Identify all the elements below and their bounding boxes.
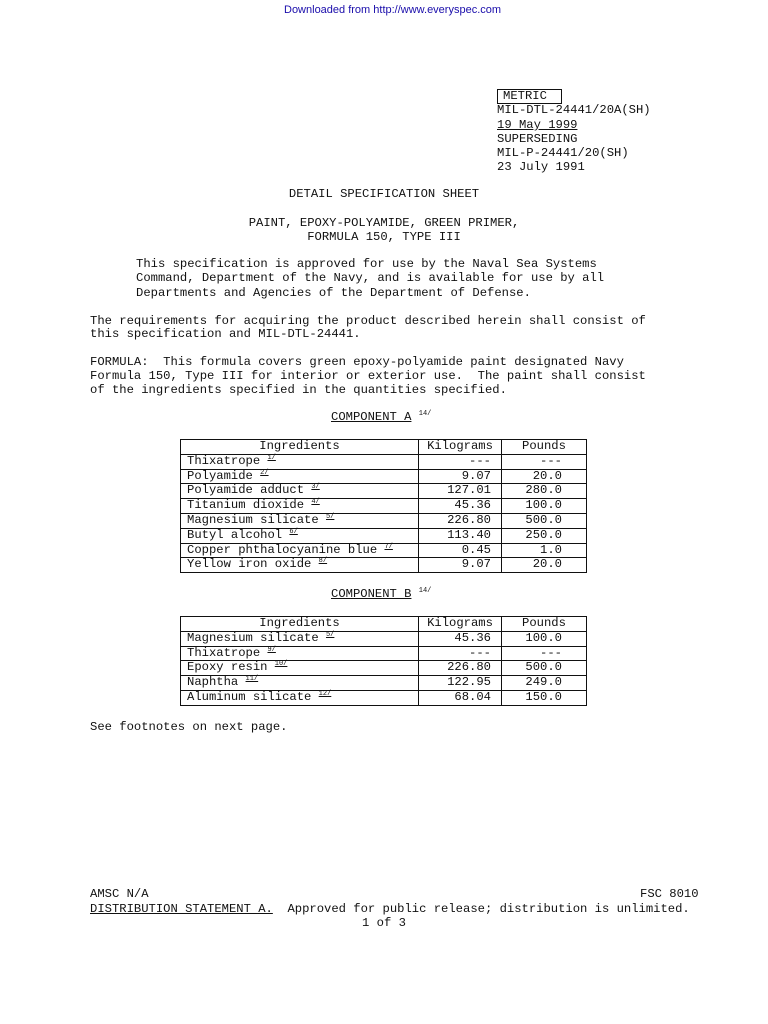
table-row [181, 469, 587, 484]
table-row [181, 543, 587, 558]
approval-line-2: Command, Department of the Navy, and is available for use by all [136, 271, 605, 285]
ingredient-cell [181, 499, 419, 514]
component-b-title: COMPONENT B $^{14/}$ [331, 587, 432, 601]
ingredient-name: Butyl alcohol [187, 527, 283, 542]
ingredient-footnote: 2/ [260, 468, 269, 477]
ingredient-cell [181, 676, 419, 691]
ingredient-cell [181, 543, 419, 558]
ingredient-name: Polyamide adduct [187, 483, 305, 498]
ingredient-footnote: 3/ [311, 483, 320, 492]
page-number: 1 of 3 [362, 916, 406, 930]
table-row [181, 484, 587, 499]
fsc-label: FSC 8010 [640, 887, 699, 901]
ingredient-name: Thixatrope [187, 645, 261, 660]
formula-line-1: FORMULA: This formula covers green epoxy-polyamide paint designated Navy [90, 355, 624, 369]
table-row [181, 558, 587, 573]
ingredient-name: Naphtha [187, 675, 239, 690]
kilograms-cell: 9.07 [419, 558, 502, 573]
pounds-cell: 1.0 [502, 543, 587, 558]
old-doc-date: 23 July 1991 [497, 160, 585, 174]
table-row [181, 631, 587, 646]
sheet-title: DETAIL SPECIFICATION SHEET [288, 187, 480, 201]
ingredient-footnote: 8/ [318, 557, 328, 566]
distribution-statement: DISTRIBUTION STATEMENT A. Approved for public release; distribution is unlimited. [90, 902, 690, 916]
col-ingredients: Ingredients [181, 440, 419, 455]
ingredient-footnote: 5/ [325, 512, 335, 521]
formula-line-2: Formula 150, Type III for interior or exterior use. The paint shall consist [90, 369, 646, 383]
kilograms-cell: 226.80 [419, 661, 502, 676]
col-pounds: Pounds [502, 440, 587, 455]
table-row [181, 676, 587, 691]
ingredient-cell [181, 646, 419, 661]
table-row [181, 690, 587, 705]
approval-line-1: This specification is approved for use by the Naval Sea Systems [136, 257, 597, 271]
ingredient-cell [181, 469, 419, 484]
ingredient-cell [181, 631, 419, 646]
ingredient-name: Magnesium silicate [187, 512, 319, 527]
pounds-cell: --- [502, 454, 587, 469]
col-kilograms: Kilograms [419, 440, 502, 455]
ingredient-footnote: 6/ [289, 527, 298, 536]
pounds-cell: 100.0 [502, 499, 587, 514]
component-a-title: COMPONENT A $^{14/}$ [331, 410, 432, 424]
kilograms-cell: 45.36 [419, 499, 502, 514]
approval-line-3: Departments and Agencies of the Department of Defense. [136, 286, 531, 300]
pounds-cell: 500.0 [502, 661, 587, 676]
ingredient-name: Magnesium silicate [187, 630, 319, 645]
metric-box: METRIC [497, 89, 562, 104]
pounds-cell: --- [502, 646, 587, 661]
pounds-cell: 20.0 [502, 469, 587, 484]
amsc-label: AMSC N/A [90, 887, 149, 901]
product-title-line1: PAINT, EPOXY-POLYAMIDE, GREEN PRIMER, [248, 216, 520, 230]
ingredient-name: Copper phthalocyanine blue [187, 542, 378, 557]
component-a-table [180, 439, 587, 573]
kilograms-cell: 0.45 [419, 543, 502, 558]
pounds-cell: 150.0 [502, 690, 587, 705]
kilograms-cell: 9.07 [419, 469, 502, 484]
pounds-cell: 280.0 [502, 484, 587, 499]
table-row [181, 661, 587, 676]
table-row [181, 454, 587, 469]
table-row [181, 528, 587, 543]
ingredient-footnote: 7/ [384, 542, 393, 551]
ingredient-footnote: 1/ [267, 453, 276, 462]
ingredient-name: Thixatrope [187, 453, 261, 468]
kilograms-cell: 226.80 [419, 513, 502, 528]
kilograms-cell: --- [419, 454, 502, 469]
doc-number: MIL-DTL-24441/20A(SH) [497, 103, 651, 117]
requirements-line-1: The requirements for acquiring the product described herein shall consist of [90, 314, 646, 328]
ingredient-cell [181, 484, 419, 499]
col-kilograms: Kilograms [419, 617, 502, 632]
component-b-table [180, 616, 587, 706]
ingredient-cell [181, 513, 419, 528]
col-ingredients: Ingredients [181, 617, 419, 632]
col-pounds: Pounds [502, 617, 587, 632]
kilograms-cell: --- [419, 646, 502, 661]
requirements-line-2: this specification and MIL-DTL-24441. [90, 327, 361, 341]
old-doc-number: MIL-P-24441/20(SH) [497, 146, 629, 160]
ingredient-cell [181, 454, 419, 469]
ingredient-footnote: 9/ [267, 645, 276, 654]
product-title-line2: FORMULA 150, TYPE III [307, 230, 461, 244]
ingredient-name: Polyamide [187, 468, 253, 483]
superseding-label: SUPERSEDING [497, 132, 578, 146]
table-row [181, 513, 587, 528]
ingredient-footnote: 11/ [245, 675, 259, 684]
pounds-cell: 250.0 [502, 528, 587, 543]
ingredient-cell [181, 558, 419, 573]
pounds-cell: 500.0 [502, 513, 587, 528]
ingredient-footnote: 4/ [311, 498, 320, 507]
ingredient-name: Yellow iron oxide [187, 557, 312, 572]
pounds-cell: 20.0 [502, 558, 587, 573]
ingredient-cell [181, 528, 419, 543]
kilograms-cell: 113.40 [419, 528, 502, 543]
ingredient-footnote: 12/ [318, 689, 332, 698]
pounds-cell: 100.0 [502, 631, 587, 646]
ingredient-name: Titanium dioxide [187, 498, 305, 513]
ingredient-cell [181, 690, 419, 705]
ingredient-name: Epoxy resin [187, 660, 268, 675]
footnotes-note: See footnotes on next page. [90, 720, 288, 734]
table-row [181, 499, 587, 514]
kilograms-cell: 45.36 [419, 631, 502, 646]
kilograms-cell: 68.04 [419, 690, 502, 705]
ingredient-name: Aluminum silicate [187, 689, 312, 704]
table-row [181, 646, 587, 661]
pounds-cell: 249.0 [502, 676, 587, 691]
download-link[interactable]: Downloaded from http://www.everyspec.com [284, 4, 502, 16]
kilograms-cell: 122.95 [419, 676, 502, 691]
ingredient-cell [181, 661, 419, 676]
ingredient-footnote: 5/ [325, 630, 335, 639]
formula-line-3: of the ingredients specified in the quantities specified. [90, 383, 507, 397]
doc-date: 19 May 1999 [497, 118, 578, 132]
ingredient-footnote: 10/ [274, 660, 288, 669]
kilograms-cell: 127.01 [419, 484, 502, 499]
